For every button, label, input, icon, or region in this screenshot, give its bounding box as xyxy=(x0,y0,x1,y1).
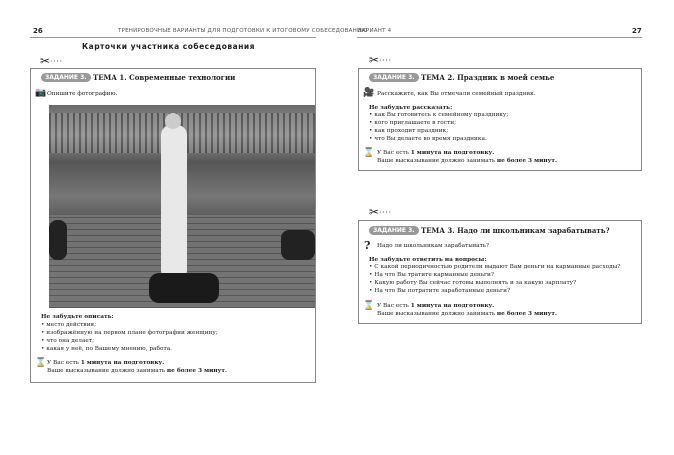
list-item: • что Вы делаете во время праздника. xyxy=(369,135,508,143)
description-list xyxy=(41,321,218,353)
scissors-icon: ✂···· xyxy=(40,54,63,68)
time-text: Ваше высказывание должно занимать xyxy=(377,311,497,317)
question-icon: ? xyxy=(364,239,371,252)
card-theme: ТЕМА 1. Современные технологии xyxy=(93,73,236,82)
time-bold: не более 3 минут. xyxy=(496,158,557,164)
hourglass-icon: ⌛ xyxy=(35,358,47,368)
time-bold: не более 3 минут. xyxy=(496,311,557,317)
time-note xyxy=(47,359,227,375)
time-bold: 1 минута на подготовку. xyxy=(80,360,165,366)
running-head-left: ТРЕНИРОВОЧНЫЕ ВАРИАНТЫ ДЛЯ ПОДГОТОВКИ К ИТОГОВОМУ СОБЕСЕДОВАНИЮ xyxy=(118,28,368,34)
list-item: • кого приглашаете в гости; xyxy=(369,119,508,127)
list-item: • Какую работу Вы сейчас готовы выполнять и за какую зарплату? xyxy=(369,279,620,287)
card-task: Расскажите, как Вы отмечали семейный праздник. xyxy=(377,91,536,97)
time-text: Ваше высказывание должно занимать xyxy=(377,158,497,164)
list-item: • С какой периодичностью родители выдают Вам деньги на карманные расходы? xyxy=(369,263,620,271)
time-note xyxy=(377,302,557,318)
time-text: У Вас есть xyxy=(377,150,411,156)
remember-label: Не забудьте рассказать: xyxy=(369,105,453,111)
card-task: Опишите фотографию. xyxy=(47,91,118,97)
time-text: Ваше высказывание должно занимать xyxy=(47,368,167,374)
list-item: • На что Вы тратите карманные деньги? xyxy=(369,271,620,279)
time-text: У Вас есть xyxy=(47,360,81,366)
task-card-1 xyxy=(30,68,316,383)
time-text: У Вас есть xyxy=(377,303,411,309)
photo-segway-woman xyxy=(49,105,315,308)
task-badge: ЗАДАНИЕ 3. xyxy=(41,73,91,82)
header-rule xyxy=(30,37,316,38)
time-note xyxy=(377,149,557,165)
list-item: • На что Вы потратите заработанные деньги? xyxy=(369,287,620,295)
task-badge: ЗАДАНИЕ 3. xyxy=(369,226,419,235)
question-list xyxy=(369,263,620,295)
page-number-right: 27 xyxy=(632,27,642,35)
description-list xyxy=(369,111,508,143)
remember-label: Не забудьте описать: xyxy=(41,314,114,320)
task-badge: ЗАДАНИЕ 3. xyxy=(369,73,419,82)
page-title: Карточки участника собеседования xyxy=(82,42,255,51)
camera-icon: 📷 xyxy=(35,88,47,98)
card-theme: ТЕМА 2. Праздник в моей семье xyxy=(421,73,555,82)
scissors-icon: ✂···· xyxy=(369,205,392,219)
task-card-2 xyxy=(358,68,642,171)
list-item: • как Вы готовитесь к семейному празднику; xyxy=(369,111,508,119)
header-rule xyxy=(357,37,642,38)
remember-label: Не забудьте ответить на вопросы: xyxy=(369,257,487,263)
scissors-icon: ✂···· xyxy=(369,53,392,67)
list-item: • как проходит праздник; xyxy=(369,127,508,135)
list-item: • какая у неё, по Вашему мнению, работа. xyxy=(41,345,218,353)
time-bold: не более 3 минут. xyxy=(166,368,227,374)
page-number-left: 26 xyxy=(33,27,43,35)
card-theme: ТЕМА 3. Надо ли школьникам зарабатывать? xyxy=(421,226,610,235)
hourglass-icon: ⌛ xyxy=(363,148,375,158)
movie-camera-icon: 🎥 xyxy=(363,88,375,98)
list-item: • изображённую на первом плане фотографии женщину; xyxy=(41,329,218,337)
card-task: Надо ли школьникам зарабатывать? xyxy=(377,243,490,249)
list-item: • место действия; xyxy=(41,321,218,329)
time-bold: 1 минута на подготовку. xyxy=(410,303,495,309)
running-head-right: ВАРИАНТ 4 xyxy=(358,28,392,34)
task-card-3 xyxy=(358,220,642,324)
list-item: • что она делает; xyxy=(41,337,218,345)
hourglass-icon: ⌛ xyxy=(363,301,375,311)
time-bold: 1 минута на подготовку. xyxy=(410,150,495,156)
